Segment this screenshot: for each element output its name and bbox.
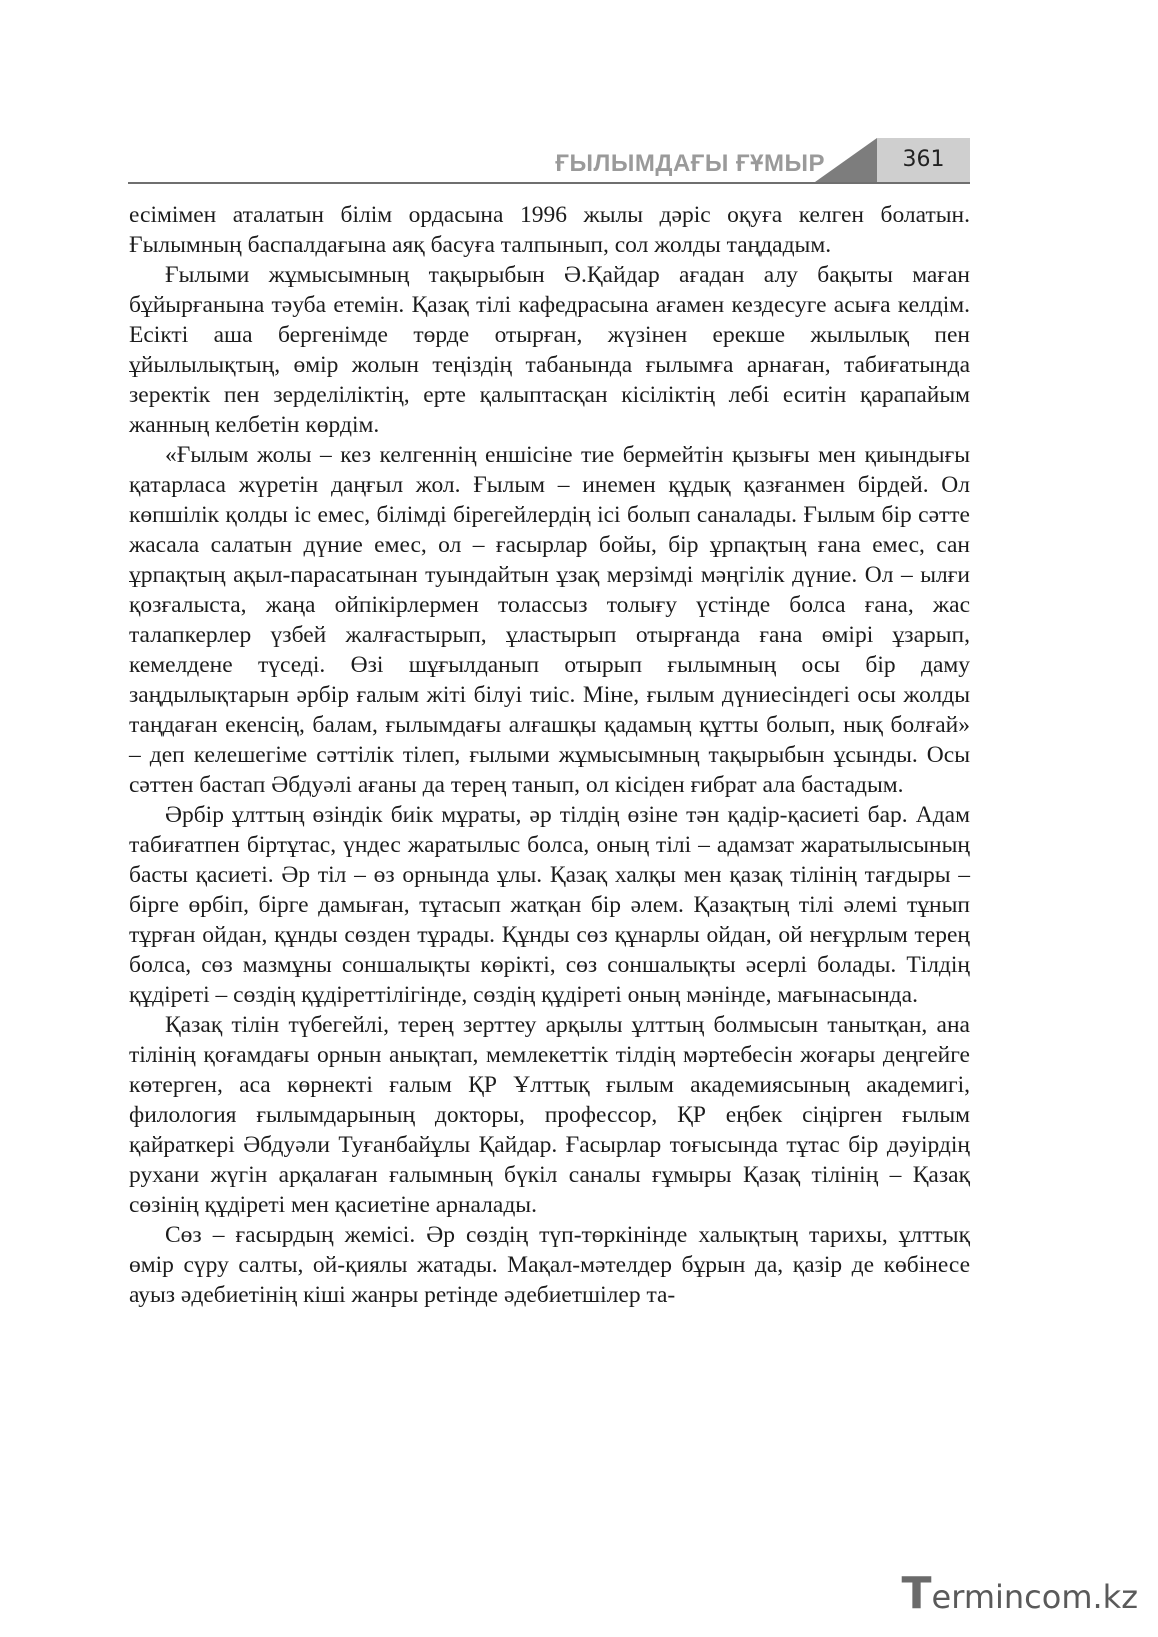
- paragraph-4: Әрбір ұлттың өзіндік биік мұраты, әр тілдің өзіне тән қадір-қасиеті бар. Адам табиғатпен біртұтас, үндес жаратылыс болса, оның тілі – адамзат жаратылысының басты қасиеті. Әр тіл – өз орнында ұлы. Қазақ халқы мен қазақ тілінің тағдыры – бірге өрбіп, бірге дамыған, тұтасып жатқан бір әлем. Қазақтың тілі әлемі тұнып тұрған ойдан, құнды сөзден тұрады. Құнды сөз құнарлы ойдан, ой неғұрлым терең болса, сөз мазмұны соншалықты көрікті, сөз соншалықты әсерлі болады. Тілдің құдіреті – сөздің құдіреттілігінде, сөздің құдіреті оның мәнінде, мағынасында.: [129, 802, 970, 1008]
- paragraph-1: есімімен аталатын білім ордасына 1996 жылы дәріс оқуға келген болатын. Ғылымның баспалдағына аяқ басуға талпынып, сол жолды таңдадым.: [129, 202, 970, 258]
- page-number: 361: [902, 147, 945, 172]
- paragraph-3: «Ғылым жолы – кез келгеннің еншісіне тие бермейтін қызығы мен қиындығы қатарласа жүретін даңғыл жол. Ғылым – инемен құдық қазғанмен бірдей. Ол көпшілік қолды іс емес, білімді бірегейлердің ісі болып саналады. Ғылым бір сәтте жасала салатын дүние емес, ол – ғасырлар бойы, бір ұрпақтың ғана емес, сан ұрпақтың ақыл-парасатынан туындайтын ұзақ мерзімді мәңгілік дүние. Ол – ылғи қозғалыста, жаңа ойпікірлермен толассыз толығу үстінде болса ғана, жас талапкерлер үзбей жалғастырып, ұластырып отырғанда ғана өмірі ұзарып, кемелдене түседі. Өзі шұғылданып отырып ғылымның осы бір даму заңдылықтарын әрбір ғалым жіті білуі тиіс. Міне, ғылым дүниесіндегі осы жолды таңдаған екенсің, балам, ғылымдағы алғашқы қадамың құтты болып, нық болғай» – деп келешегіме сәттілік тілеп, ғылыми жұмысымның тақырыбын ұсынды. Осы сәттен бастап Әбдуәлі ағаны да терең танып, ол кісіден ғибрат ала бастадым.: [129, 442, 970, 798]
- header-tab-slope: [815, 138, 877, 182]
- paragraph-5: Қазақ тілін түбегейлі, терең зерттеу арқылы ұлттың болмысын танытқан, ана тілінің қоғамдағы орнын анықтап, мемлекеттік тілдің мәртебесін жоғары деңгейге көтерген, аса көрнекті ғалым ҚР Ұлттық ғылым академиясының академигі, филология ғылымдарының докторы, профессор, ҚР еңбек сіңірген ғылым қайраткері Әбдуәли Туғанбайұлы Қайдар. Ғасырлар тоғысында тұтас бір дәуірдің рухани жүгін арқалаған ғалымның бүкіл саналы ғұмыры Қазақ тілінің – Қазақ сөзінің құдіреті мен қасиетіне арналады.: [129, 1012, 970, 1218]
- page-number-tab: [877, 138, 970, 182]
- paragraph-2: Ғылыми жұмысымның тақырыбын Ә.Қайдар ағадан алу бақыты маған бұйырғанына тәуба етемін. Қазақ тілі кафедрасына ағамен кездесуге асыға келдім. Есікті аша бергенімде төрде отырған, жүзінен ерекше жылылық пен ұйылылықтың, өмір жолын теңіздің табанында ғылымға арнаған, табиғатында зеректік пен зерделіліктің, ерте қалыптасқан кісіліктің лебі еситін қарапайым жанның келбетін көрдім.: [129, 262, 970, 438]
- running-title: ҒЫЛЫМДАҒЫ ҒҰМЫР: [555, 150, 825, 177]
- page-header: [128, 138, 970, 188]
- paragraph-6: Сөз – ғасырдың жемісі. Әр сөздің түп-төркінінде халықтың тарихы, ұлттық өмір сүру салты, ой-қиялы жатады. Мақал-мәтелдер бұрын да, қазір де көбінесе ауыз әдебиетінің кіші жанры ретінде әдебиетшілер та-: [129, 1222, 970, 1308]
- header-rule: [128, 182, 970, 184]
- watermark-initial: T: [901, 1568, 932, 1619]
- watermark-text: ermincom.kz: [931, 1578, 1138, 1616]
- body-text: [129, 200, 970, 1310]
- site-watermark: [902, 1568, 1138, 1619]
